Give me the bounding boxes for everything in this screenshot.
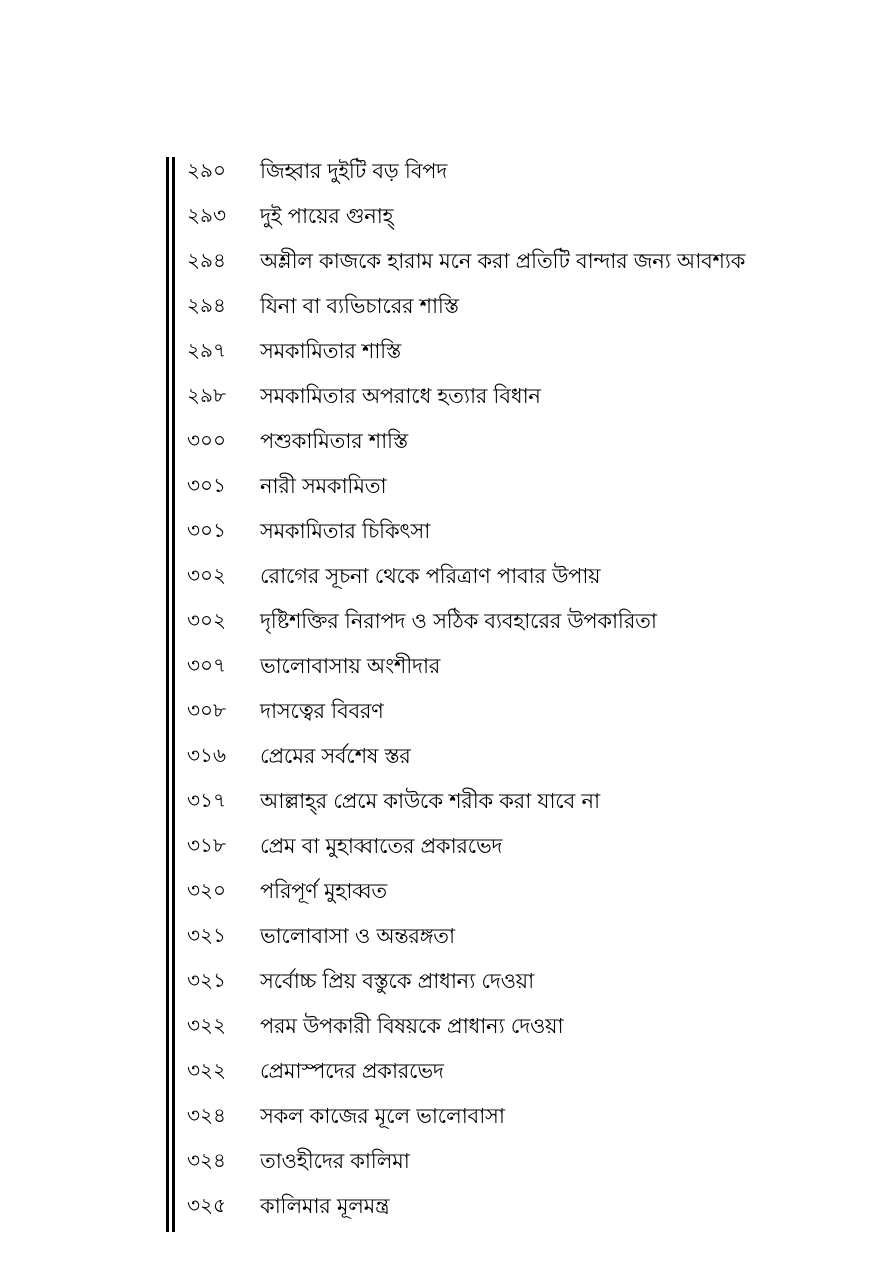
toc-title: দুই পায়ের গুনাহ্‌ <box>260 204 394 228</box>
toc-entry <box>187 645 847 690</box>
toc-title: নারী সমকামিতা <box>260 474 387 498</box>
toc-entry <box>187 555 847 600</box>
toc-title: জিহ্বার দুইটি বড় বিপদ <box>260 159 447 183</box>
toc-title: অশ্লীল কাজকে হারাম মনে করা প্রতিটি বান্দার জন্য আবশ্যক <box>260 249 746 273</box>
toc-page-number: ৩২৫ <box>187 1193 226 1217</box>
toc-page-number: ৩১৭ <box>187 788 226 812</box>
toc-page-number: ২৯৮ <box>187 383 226 407</box>
toc-title: কালিমার মূলমন্ত্র <box>260 1194 390 1218</box>
margin-rule-outer <box>166 157 169 1232</box>
toc-page-number: ৩১৬ <box>187 743 226 767</box>
toc-entry <box>187 510 847 555</box>
toc-page-number: ২৯০ <box>187 158 226 182</box>
toc-title: প্রেমাস্পদের প্রকারভেদ <box>260 1059 444 1083</box>
toc-page-number: ৩০১ <box>187 518 226 542</box>
toc-entry <box>187 825 847 870</box>
toc-page-number: ৩০৭ <box>187 653 227 677</box>
toc-entry <box>187 1005 847 1050</box>
toc-page-number: ৩০২ <box>187 563 227 587</box>
toc-entry <box>187 195 847 240</box>
toc-title: সমকামিতার চিকিৎসা <box>260 519 430 543</box>
toc-page-number: ৩২১ <box>187 923 226 947</box>
toc-page-number: ৩১৮ <box>187 833 226 857</box>
toc-page-number: ৩২২ <box>187 1058 227 1082</box>
toc-entry <box>187 420 847 465</box>
toc-page-number: ৩২০ <box>187 878 227 902</box>
toc-entry <box>187 150 847 195</box>
toc-title: ভালোবাসায় অংশীদার <box>260 654 441 678</box>
toc-entry <box>187 1050 847 1095</box>
toc-page-number: ৩০২ <box>187 608 227 632</box>
toc-title: সকল কাজের মূলে ভালোবাসা <box>260 1104 505 1128</box>
toc-page-number: ২৯৩ <box>187 203 226 227</box>
toc-entry <box>187 870 847 915</box>
toc-title: তাওহীদের কালিমা <box>260 1149 410 1173</box>
toc-page-number: ৩০৮ <box>187 698 226 722</box>
toc-page-number: ২৯৪ <box>187 248 226 272</box>
margin-rule-inner <box>172 157 175 1232</box>
toc-title: প্রেম বা মুহাব্বাতের প্রকারভেদ <box>260 834 503 858</box>
toc-title: যিনা বা ব্যভিচারের শাস্তি <box>260 294 459 318</box>
toc-title: পশুকামিতার শাস্তি <box>260 429 408 453</box>
toc-title: দৃষ্টিশক্তির নিরাপদ ও সঠিক ব্যবহারের উপকারিতা <box>260 609 657 633</box>
toc-title: আল্লাহ্‌র প্রেমে কাউকে শরীক করা যাবে না <box>260 789 600 813</box>
table-of-contents <box>187 150 847 1230</box>
toc-entry <box>187 1185 847 1230</box>
toc-entry <box>187 375 847 420</box>
toc-page-number: ৩২৪ <box>187 1148 226 1172</box>
toc-entry <box>187 465 847 510</box>
toc-entry <box>187 1095 847 1140</box>
toc-entry <box>187 960 847 1005</box>
toc-entry <box>187 600 847 645</box>
toc-page-number: ৩২১ <box>187 968 226 992</box>
toc-title: পরম উপকারী বিষয়কে প্রাধান্য দেওয়া <box>260 1014 564 1038</box>
toc-page-number: ২৯৭ <box>187 338 226 362</box>
toc-title: পরিপূর্ণ মুহাব্বত <box>260 879 387 903</box>
toc-entry <box>187 1140 847 1185</box>
toc-page-number: ৩০১ <box>187 473 226 497</box>
toc-entry <box>187 285 847 330</box>
toc-page-number: ৩২২ <box>187 1013 227 1037</box>
toc-entry <box>187 690 847 735</box>
toc-title: ভালোবাসা ও অন্তরঙ্গতা <box>260 924 455 948</box>
toc-title: দাসত্বের বিবরণ <box>260 699 384 723</box>
toc-page-number: ২৯৪ <box>187 293 226 317</box>
toc-entry <box>187 915 847 960</box>
toc-title: সমকামিতার অপরাধে হত্যার বিধান <box>260 384 541 408</box>
toc-title: প্রেমের সর্বশেষ স্তর <box>260 744 411 768</box>
toc-entry <box>187 780 847 825</box>
toc-page-number: ৩০০ <box>187 428 227 452</box>
toc-entry <box>187 735 847 780</box>
toc-entry <box>187 240 847 285</box>
toc-title: রোগের সূচনা থেকে পরিত্রাণ পাবার উপায় <box>260 564 601 588</box>
toc-page-number: ৩২৪ <box>187 1103 226 1127</box>
toc-entry <box>187 330 847 375</box>
toc-title: সর্বোচ্চ প্রিয় বস্তুকে প্রাধান্য দেওয়া <box>260 969 534 993</box>
toc-title: সমকামিতার শাস্তি <box>260 339 401 363</box>
